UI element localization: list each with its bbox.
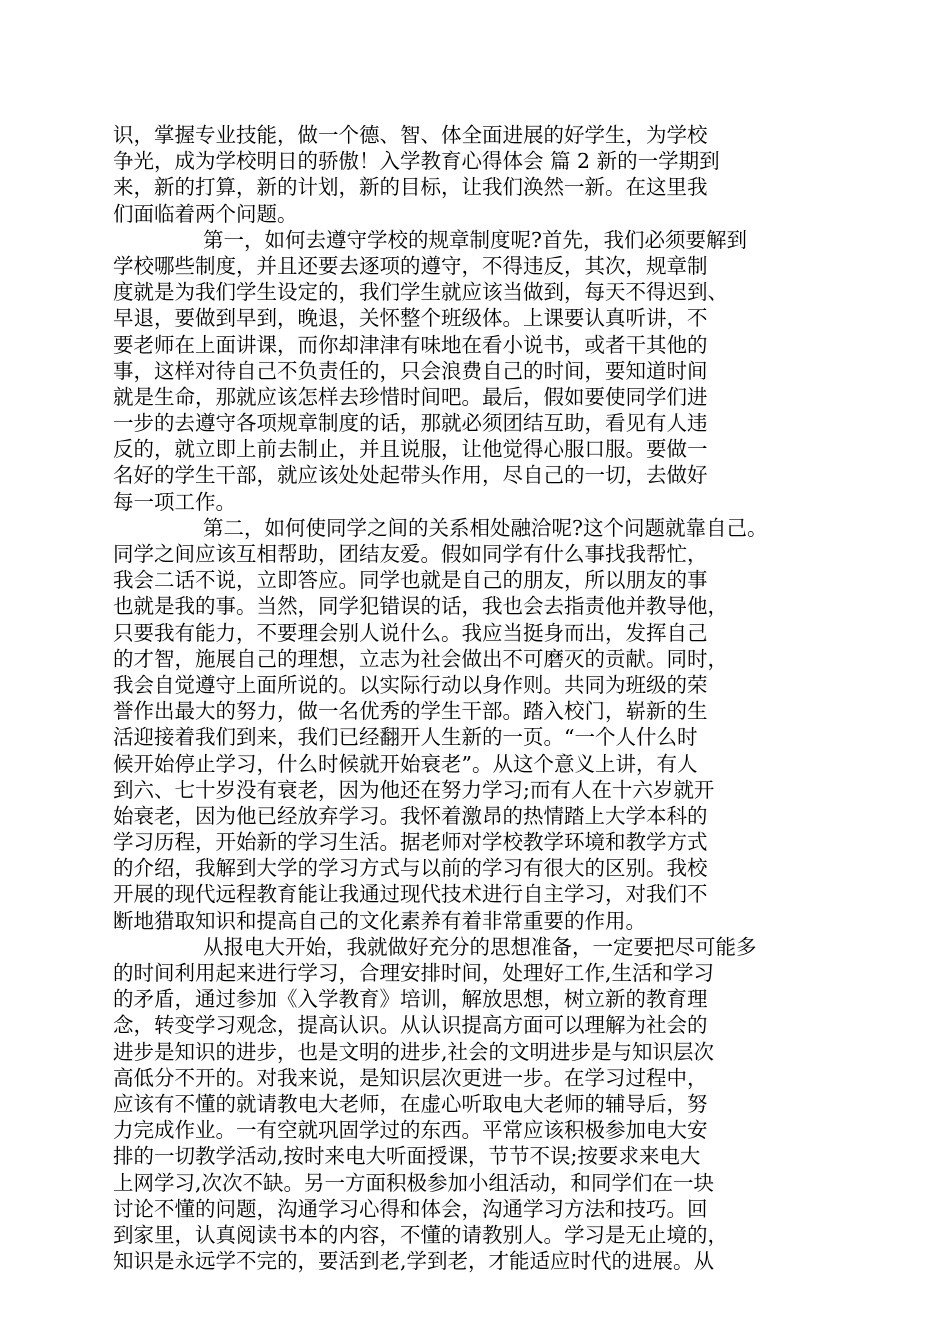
text-line: 我会二话不说，立即答应。同学也就是自己的朋友，所以朋友的事	[113, 568, 708, 593]
text-line: 第二，如何使同学之间的关系相处融洽呢?这个问题就靠自己。	[203, 515, 768, 540]
text-line: 的介绍，我解到大学的学习方式与以前的学习有很大的区别。我校	[113, 856, 708, 881]
text-line: 的时间利用起来进行学习，合理安排时间，处理好工作,生活和学习	[113, 961, 715, 985]
paragraph	[113, 122, 830, 227]
text-line: 争光，成为学校明日的骄傲！入学教育心得体会 篇 2 新的一学期到	[113, 149, 720, 174]
text-line: 开展的现代远程教育能让我通过现代技术进行自主学习，对我们不	[113, 882, 708, 907]
text-line: 早退，要做到早到，晚退，关怀整个班级体。上课要认真听讲，不	[113, 306, 708, 331]
text-line: 识，掌握专业技能，做一个德、智、体全面进展的好学生，为学校	[113, 123, 708, 147]
text-line: 就是生命，那就应该怎样去珍惜时间吧。最后，假如要使同学们进	[113, 384, 708, 409]
text-line: 知识是永远学不完的，要活到老,学到老，才能适应时代的进展。从	[113, 1249, 715, 1274]
text-line: 每一项工作。	[113, 489, 236, 514]
text-line: 始衰老，因为他已经放弃学习。我怀着激昂的热情踏上大学本科的	[113, 803, 708, 828]
text-line: 反的，就立即上前去制止，并且说服，让他觉得心服口服。要做一	[113, 437, 708, 462]
text-line: 活迎接着我们到来，我们已经翻开人生新的一页。“一个人什么时	[113, 725, 698, 750]
text-line: 高低分不开的。对我来说，是知识层次更进一步。在学习过程中，	[113, 1065, 708, 1090]
text-line: 学习历程，开始新的学习生活。据老师对学校教学环境和教学方式	[113, 830, 708, 855]
paragraph	[113, 227, 830, 515]
text-line: 候开始停止学习，什么时候就开始衰老”。从这个意义上讲，有人	[113, 751, 698, 776]
text-line: 要老师在上面讲课，而你却津津有味地在看小说书，或者干其他的	[113, 332, 708, 357]
text-line: 讨论不懂的问题，沟通学习心得和体会，沟通学习方法和技巧。回	[113, 1196, 708, 1221]
paragraph	[113, 515, 830, 934]
text-line: 同学之间应该互相帮助，团结友爱。假如同学有什么事找我帮忙，	[113, 542, 708, 566]
text-line: 我会自觉遵守上面所说的。以实际行动以身作则。共同为班级的荣	[113, 672, 708, 697]
text-line: 念，转变学习观念，提高认识。从认识提高方面可以理解为社会的	[113, 1013, 708, 1038]
text-line: 进步是知识的进步，也是文明的进步,社会的文明进步是与知识层次	[113, 1039, 715, 1064]
text-line: 的才智，施展自己的理想，立志为社会做出不可磨灭的贡献。同时，	[113, 646, 728, 671]
text-line: 一步的去遵守各项规章制度的话，那就必须团结互助，看见有人违	[113, 411, 708, 436]
text-line: 力完成作业。一有空就巩固学过的东西。平常应该积极参加电大安	[113, 1118, 708, 1143]
document-body	[113, 122, 830, 1274]
text-line: 上网学习,次次不缺。另一方面积极参加小组活动，和同学们在一块	[113, 1170, 715, 1195]
text-line: 的矛盾，通过参加《入学教育》培训，解放思想，树立新的教育理	[113, 987, 708, 1012]
text-line: 事，这样对待自己不负责任的，只会浪费自己的时间，要知道时间	[113, 358, 708, 383]
text-line: 排的一切教学活动,按时来电大听面授课，节节不误;按要求来电大	[113, 1144, 701, 1169]
text-line: 从报电大开始，我就做好充分的思想准备，一定要把尽可能多	[203, 934, 757, 959]
text-line: 第一，如何去遵守学校的规章制度呢?首先，我们必须要解到	[203, 227, 747, 252]
text-line: 誉作出最大的努力，做一名优秀的学生干部。踏入校门，崭新的生	[113, 699, 708, 724]
text-line: 学校哪些制度，并且还要去逐项的遵守，不得违反，其次，规章制	[113, 253, 708, 278]
text-line: 断地猎取知识和提高自己的文化素养有着非常重要的作用。	[113, 908, 646, 933]
text-line: 到家里，认真阅读书本的内容，不懂的请教别人。学习是无止境的，	[113, 1222, 728, 1247]
text-line: 也就是我的事。当然，同学犯错误的话，我也会去指责他并教导他，	[113, 594, 728, 619]
text-line: 应该有不懂的就请教电大老师，在虚心听取电大老师的辅导后，努	[113, 1091, 708, 1116]
text-line: 们面临着两个问题。	[113, 201, 298, 226]
text-line: 到六、七十岁没有衰老，因为他还在努力学习;而有人在十六岁就开	[113, 777, 715, 802]
text-line: 度就是为我们学生设定的，我们学生就应该当做到，每天不得迟到、	[113, 280, 728, 305]
text-line: 只要我有能力，不要理会别人说什么。我应当挺身而出，发挥自己	[113, 620, 708, 645]
paragraph	[113, 934, 830, 1274]
text-line: 名好的学生干部，就应该处处起带头作用，尽自己的一切，去做好	[113, 463, 708, 488]
text-line: 来，新的打算，新的计划，新的目标，让我们涣然一新。在这里我	[113, 175, 708, 200]
